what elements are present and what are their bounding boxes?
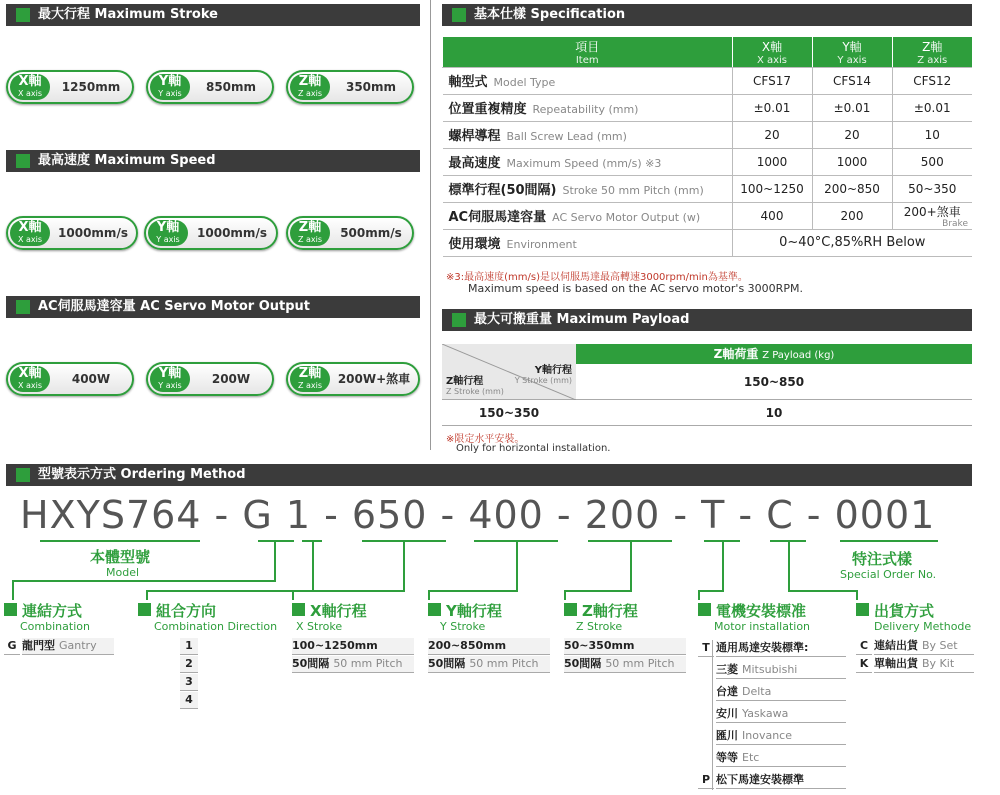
- speed-y-pill: Y軸 Y axis 1000mm/s: [144, 216, 278, 250]
- list-item: 等等 Etc: [716, 750, 846, 767]
- stroke-z-value: 350mm: [345, 80, 397, 94]
- section-payload: 最大可搬重量 Maximum Payload: [442, 309, 972, 331]
- spec-head-x: X軸 X axis: [732, 37, 812, 67]
- speed-y-value: 1000mm/s: [197, 226, 267, 240]
- payload-note-cn: ※限定水平安裝。: [446, 434, 525, 445]
- ys-title: Y軸行程: [428, 600, 502, 621]
- motor-sub: Motor installation: [714, 620, 811, 633]
- speed-z-value: 500mm/s: [340, 226, 402, 240]
- payload-table: Y軸行程 Y Stroke (mm) Z軸行程 Z Stroke (mm) Z軸荷重 Z Payload (kg) 150~850 150~350 10: [442, 344, 972, 426]
- spec-table: [442, 37, 972, 257]
- table-row: AC伺服馬達容量 AC Servo Motor Output (w) 400 200 200+煞車 Brake: [443, 202, 973, 229]
- stroke-x-value: 1250mm: [61, 80, 121, 94]
- column-divider: [430, 0, 431, 450]
- spec-note-cn: ※3:最高速度(mm/s)是以伺服馬達最高轉速3000rpm/min為基準。: [446, 272, 748, 283]
- model-title: 本體型號: [90, 548, 151, 566]
- section-motor: AC伺服馬達容量 AC Servo Motor Output: [6, 296, 420, 318]
- model-code: HXYS764 - G 1 - 650 - 400 - 200 - T - C - 0001: [20, 493, 936, 537]
- speed-z-pill: Z軸 Z axis 500mm/s: [286, 216, 414, 250]
- special-title: 特注式樣: [852, 550, 913, 568]
- motor-title: 電機安裝標准: [698, 600, 806, 621]
- motor-x-pill: X軸 X axis 400W: [6, 362, 134, 396]
- spec-note-en: Maximum speed is based on the AC servo motor's 3000RPM.: [468, 282, 803, 295]
- dir-sub: Combination Direction: [154, 620, 278, 633]
- table-row: 螺桿導程 Ball Screw Lead (mm) 20 20 10: [443, 121, 973, 148]
- section-stroke: 最大行程 Maximum Stroke: [6, 4, 420, 26]
- table-row: 使用環境 Environment 0~40°C,85%RH Below: [443, 229, 973, 256]
- list-item: 安川 Yaskawa: [716, 706, 846, 723]
- motor-z-pill: Z軸 Z axis 200W+煞車: [286, 362, 420, 396]
- xs-title: X軸行程: [292, 600, 367, 621]
- list-item: 2: [180, 656, 198, 673]
- xs-sub: X Stroke: [296, 620, 343, 633]
- motor-z-value: 200W+煞車: [337, 372, 411, 386]
- zs-title: Z軸行程: [564, 600, 638, 621]
- list-item: 匯川 Inovance: [716, 728, 846, 745]
- list-item: 三菱 Mitsubishi: [716, 662, 846, 679]
- list-item: 3: [180, 674, 198, 691]
- model-sub: Model: [106, 566, 140, 579]
- table-row: 最高速度 Maximum Speed (mm/s) ※3 1000 1000 500: [443, 148, 973, 175]
- delivery-sub: Delivery Methode: [874, 620, 972, 633]
- comb-gantry: 龍門型 Gantry: [22, 638, 114, 655]
- table-row: 位置重複精度 Repeatability (mm) ±0.01 ±0.01 ±0.01: [443, 94, 973, 121]
- stroke-y-pill: Y軸 Y axis 850mm: [146, 70, 274, 104]
- stroke-x-pill: X軸 X axis 1250mm: [6, 70, 134, 104]
- stroke-z-pill: Z軸 Z axis 350mm: [286, 70, 414, 104]
- payload-note-en: Only for horizontal installation.: [456, 443, 611, 454]
- spec-head-y: Y軸 Y axis: [812, 37, 892, 67]
- spec-head-item: 項目 Item: [443, 37, 733, 67]
- list-item: 1: [180, 638, 198, 655]
- comb-sub: Combination: [20, 620, 90, 633]
- table-row: 軸型式 Model Type CFS17 CFS14 CFS12: [443, 67, 973, 94]
- comb-title: 連結方式: [4, 600, 82, 621]
- table-row: 標準行程(50間隔) Stroke 50 mm Pitch (mm) 100~1250 200~850 50~350: [443, 175, 973, 202]
- special-sub: Special Order No.: [840, 568, 937, 581]
- motor-x-value: 400W: [71, 372, 111, 386]
- section-speed: 最高速度 Maximum Speed: [6, 150, 420, 172]
- dir-title: 組合方向: [138, 600, 216, 621]
- list-item: 4: [180, 692, 198, 709]
- speed-x-value: 1000mm/s: [58, 226, 128, 240]
- section-spec: 基本仕樣 Specification: [442, 4, 972, 26]
- motor-y-pill: Y軸 Y axis 200W: [146, 362, 274, 396]
- ys-sub: Y Stroke: [440, 620, 486, 633]
- stroke-y-value: 850mm: [205, 80, 257, 94]
- speed-x-pill: X軸 X axis 1000mm/s: [6, 216, 138, 250]
- list-item: 台達 Delta: [716, 684, 846, 701]
- spec-head-z: Z軸 Z axis: [892, 37, 972, 67]
- motor-y-value: 200W: [211, 372, 251, 386]
- zs-sub: Z Stroke: [576, 620, 623, 633]
- section-ordering: 型號表示方式 Ordering Method: [6, 464, 972, 486]
- delivery-title: 出貨方式: [856, 600, 934, 621]
